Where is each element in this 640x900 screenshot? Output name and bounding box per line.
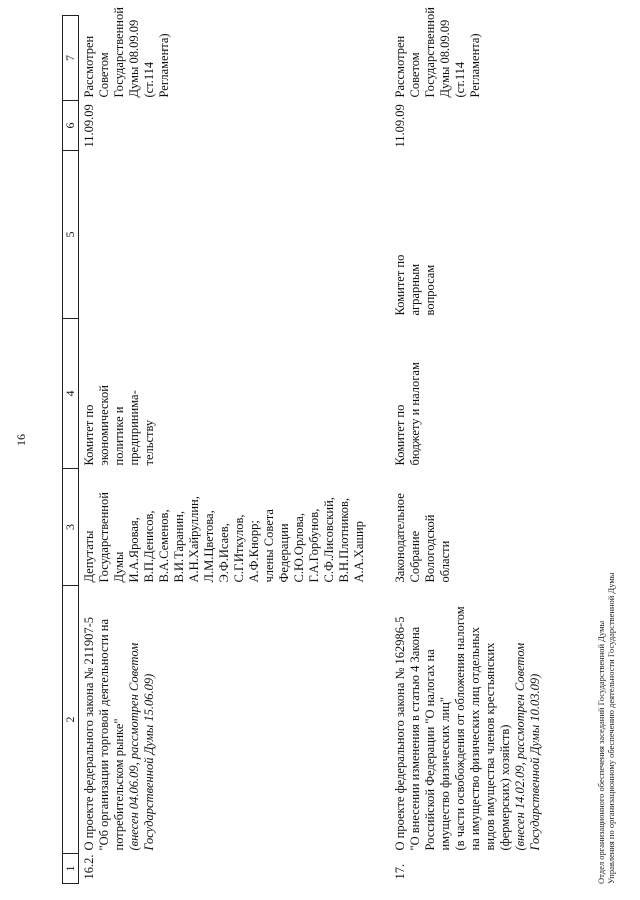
author-line: С.Ф.Лисовский, <box>322 497 336 583</box>
committee-line: Комитет по <box>393 404 407 466</box>
bill-title-cell <box>391 586 543 854</box>
bill-title-line: "Об организации торговой деятельности на <box>97 618 111 851</box>
bill-note-line: (внесен 04.06.09, рассмотрен Советом <box>127 642 141 851</box>
rotated-document-sheet <box>14 7 626 890</box>
author-line: А.Ф.Кнорр; <box>247 520 261 583</box>
bill-title-line: (фермерских) хозяйств) <box>498 724 512 851</box>
status-line: Государственной <box>423 7 437 98</box>
item-number-cell <box>79 854 368 884</box>
item-number: 17. <box>393 863 407 880</box>
committee-line: тельству <box>142 419 156 466</box>
date-value: 11.09.09 <box>82 104 96 148</box>
bill-title-line: О проекте федерального закона № 211907-5 <box>82 617 96 851</box>
committee-cell <box>79 319 368 469</box>
table-row <box>391 16 543 884</box>
bill-title-line: Российской Федерации "О налогах на <box>423 649 437 851</box>
author-line: В.П.Денисов, <box>142 510 156 583</box>
committee-line: бюджету и налогам <box>408 362 422 466</box>
bill-title-cell <box>79 586 368 854</box>
author-line: Г.А.Горбунов, <box>307 508 321 583</box>
committee-line: Комитет по <box>82 404 96 466</box>
footer-line: Отдел организационного обеспечения заседаний Государственной Думы <box>596 620 606 884</box>
co-committee-cell <box>391 151 543 319</box>
co-committee-line: вопросам <box>423 264 437 316</box>
page-number: 16 <box>14 434 28 446</box>
status-line: (ст.114 Регламента) <box>142 33 171 98</box>
bill-note-line: (внесен 14.02.09, рассмотрен Советом <box>513 642 527 851</box>
author-line: Л.М.Цветова, <box>202 510 216 583</box>
committee-line: экономической <box>97 385 111 466</box>
document-footer <box>596 573 616 884</box>
column-header: 2 <box>63 586 79 854</box>
date-value: 11.09.09 <box>393 104 407 148</box>
author-line: Депутаты <box>82 530 96 583</box>
column-header-row <box>63 16 79 884</box>
author-line: С.Г.Иткулов, <box>232 514 246 583</box>
committee-line: политике и <box>112 406 126 466</box>
column-header: 5 <box>63 151 79 319</box>
bill-title-line: на имущество физических лиц отдельных <box>468 627 482 851</box>
item-number-cell <box>391 854 543 884</box>
status-line: (ст.114 Регламента) <box>453 33 482 98</box>
co-committee-line: Комитет по <box>393 254 407 316</box>
status-line: Рассмотрен Советом <box>393 35 422 98</box>
author-cell <box>391 469 543 586</box>
row-spacer <box>367 16 391 884</box>
committee-cell <box>391 319 543 469</box>
status-cell <box>391 7 543 101</box>
status-line: Государственной <box>112 7 126 98</box>
author-line: Вологодской области <box>423 514 452 583</box>
status-line: Рассмотрен Советом <box>82 35 111 98</box>
bill-title-line: имущество физических лиц" <box>438 696 452 851</box>
footer-line: Управления по организационному обеспечению деятельности Государственной Думы <box>606 572 616 884</box>
bill-title-line: "О внесении изменения в статью 4 Закона <box>408 626 422 851</box>
column-header: 4 <box>63 319 79 469</box>
status-cell <box>79 7 368 101</box>
bill-note-line: Государственной Думы 10.03.09) <box>528 673 542 851</box>
co-committee-line: аграрным <box>408 263 422 316</box>
column-header: 3 <box>63 469 79 586</box>
author-line: В.И.Таранин, <box>172 511 186 583</box>
status-line: Думы 08.09.09 <box>127 19 141 98</box>
committee-line: предпринима- <box>127 390 141 466</box>
date-cell <box>391 101 543 151</box>
author-line: Законодательное <box>393 493 407 583</box>
author-line: С.Ю.Орлова, <box>292 513 306 583</box>
author-line: В.А.Семенов, <box>157 509 171 583</box>
author-line: Э.Ф.Исаев, <box>217 523 231 583</box>
author-line: Собрание <box>408 530 422 583</box>
status-line: Думы 08.09.09 <box>438 19 452 98</box>
bill-note-line: Государственной Думы 15.06.09) <box>142 673 156 851</box>
author-line: А.А.Хашир <box>352 521 366 583</box>
author-line: Государственной <box>97 492 111 583</box>
bill-title-line: видов имущества членов крестьянских <box>483 642 497 851</box>
co-committee-cell <box>79 151 368 319</box>
agenda-table <box>62 7 543 884</box>
item-number: 16.2. <box>82 854 96 880</box>
author-line: члены Совета <box>262 509 276 583</box>
author-line: Думы <box>112 551 126 583</box>
column-header: 1 <box>63 854 79 884</box>
table-row <box>79 16 368 884</box>
date-cell <box>79 101 368 151</box>
bill-title-line: О проекте федерального закона № 162986-5 <box>393 616 407 851</box>
author-line: В.Н.Плотников, <box>337 497 351 583</box>
bill-title-line: (в части освобождения от обложения налогом <box>453 606 467 851</box>
bill-title-line: потребительском рынке" <box>112 718 126 851</box>
author-line: И.А.Яровая, <box>127 517 141 583</box>
column-header: 6 <box>63 101 79 151</box>
column-header: 7 <box>63 16 79 101</box>
author-cell <box>79 469 368 586</box>
author-line: Федерации <box>277 523 291 583</box>
author-line: А.Н.Хайруллин, <box>187 496 201 583</box>
